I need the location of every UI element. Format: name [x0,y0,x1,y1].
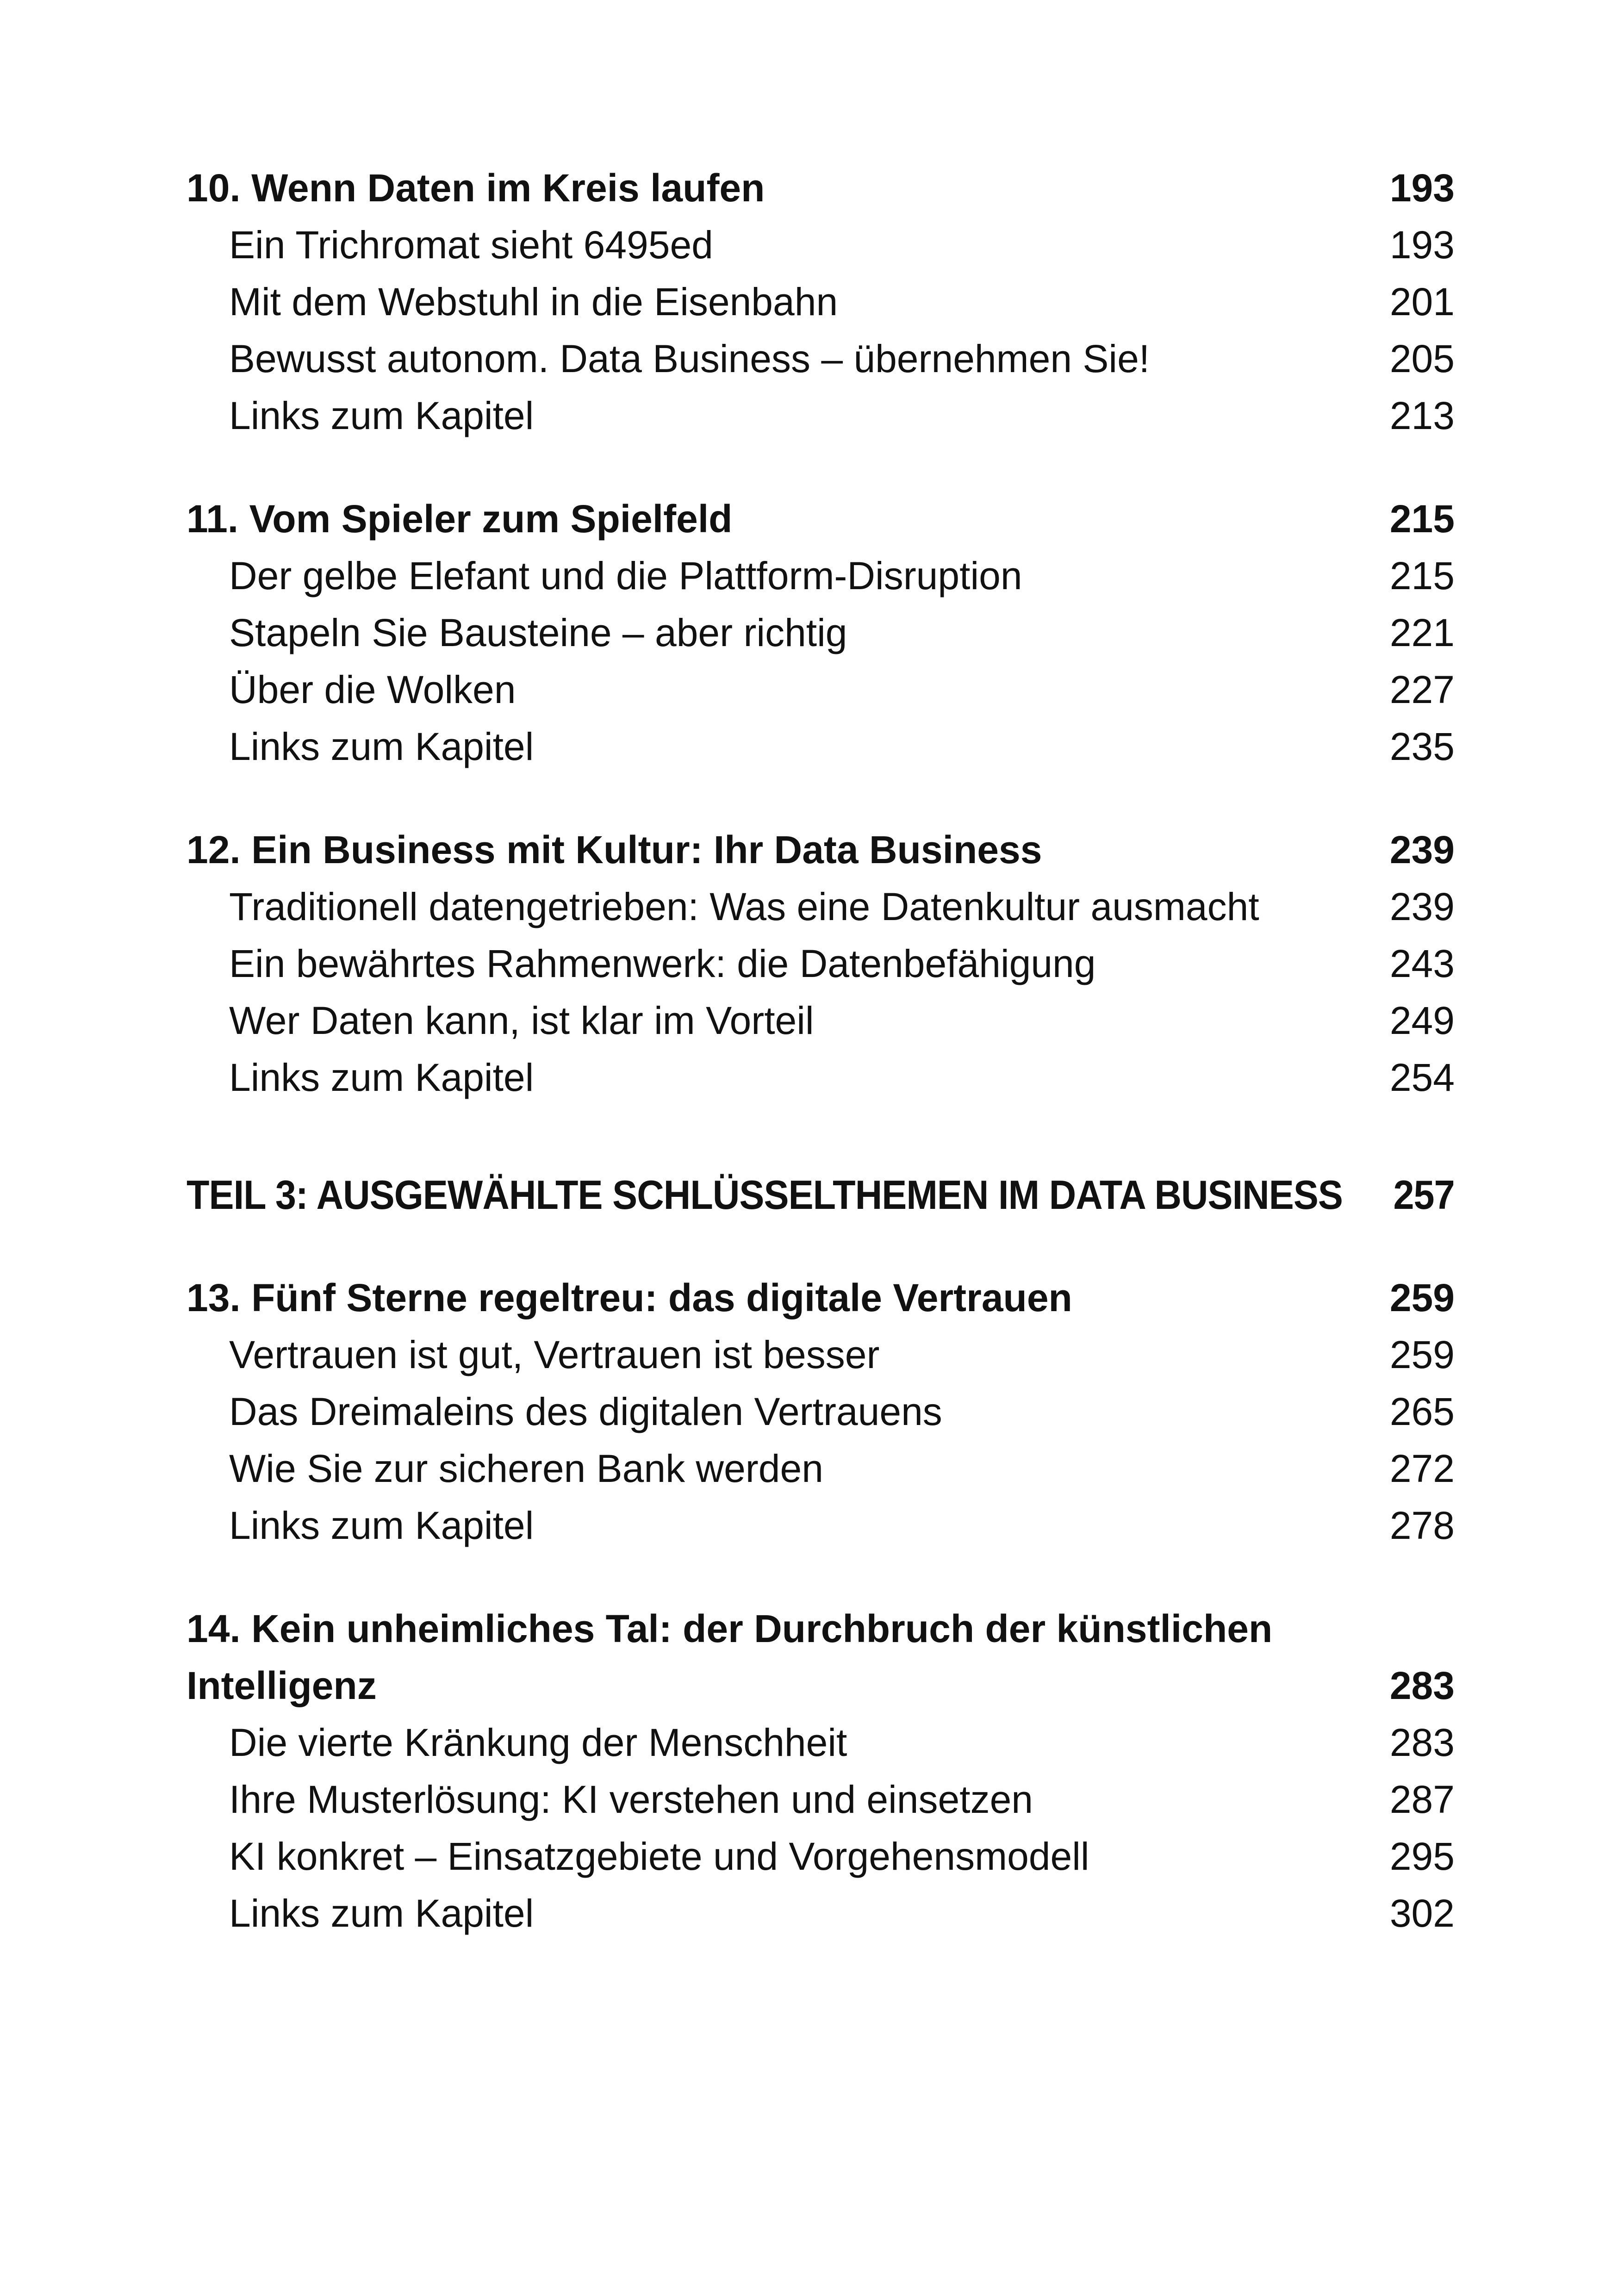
section-row[interactable] [187,274,1455,330]
section-page-number: 287 [1389,1778,1455,1821]
chapter-page-number: 193 [1389,166,1455,210]
section-page-number: 283 [1389,1721,1455,1764]
section-title: Über die Wolken [229,668,516,711]
section-row[interactable] [187,718,1455,775]
section-row[interactable] [187,661,1455,718]
chapter-title: 11. Vom Spieler zum Spielfeld [187,497,733,541]
chapter-page-number: 215 [1389,497,1455,541]
section-page-number: 249 [1389,999,1455,1042]
chapter-14-title-line-1[interactable]: 14. Kein unheimliches Tal: der Durchbruch der künstlichen [187,1607,1273,1650]
chapter-page-number: 283 [1389,1664,1455,1707]
section-page-number: 265 [1389,1390,1455,1433]
section-page-number: 239 [1389,885,1455,928]
section-row[interactable] [187,1383,1455,1440]
section-row[interactable] [187,387,1455,444]
section-title: Links zum Kapitel [229,1892,534,1935]
chapter-10-row[interactable] [187,160,1455,217]
section-title: Ein bewährtes Rahmenwerk: die Datenbefähigung [229,942,1096,985]
section-row[interactable] [187,1440,1455,1497]
section-row[interactable] [187,330,1455,387]
section-title: Links zum Kapitel [229,1056,534,1099]
part-page-number: 257 [1393,1172,1455,1218]
section-row[interactable] [187,992,1455,1049]
section-page-number: 215 [1389,554,1455,597]
chapter-page-number: 259 [1389,1276,1455,1319]
section-row[interactable] [187,878,1455,935]
section-page-number: 254 [1389,1056,1455,1099]
section-row[interactable] [187,1885,1455,1942]
section-row[interactable] [187,217,1455,274]
section-page-number: 201 [1389,280,1455,324]
section-title: Die vierte Kränkung der Menschheit [229,1721,847,1764]
section-title: Links zum Kapitel [229,725,534,768]
chapter-13-row[interactable] [187,1269,1455,1326]
section-page-number: 235 [1389,725,1455,768]
section-row[interactable] [187,1714,1455,1771]
section-page-number: 193 [1389,223,1455,267]
chapter-11-row[interactable] [187,491,1455,548]
section-page-number: 272 [1389,1447,1455,1490]
section-row[interactable] [187,548,1455,604]
section-title: Wer Daten kann, ist klar im Vorteil [229,999,814,1042]
section-title: Links zum Kapitel [229,394,534,437]
section-title: Bewusst autonom. Data Business – übernehmen Sie! [229,337,1150,380]
section-page-number: 243 [1389,942,1455,985]
chapter-14-row[interactable] [187,1657,1455,1714]
spacer [187,1554,1455,1600]
section-row[interactable] [187,935,1455,992]
section-row[interactable] [187,1497,1455,1554]
section-row[interactable] [187,1828,1455,1885]
section-title: Links zum Kapitel [229,1504,534,1547]
section-title: Stapeln Sie Bausteine – aber richtig [229,611,847,654]
table-of-contents [187,160,1455,1942]
section-page-number: 227 [1389,668,1455,711]
section-title: Ihre Musterlösung: KI verstehen und einsetzen [229,1778,1033,1821]
section-title: Das Dreimaleins des digitalen Vertrauens [229,1390,942,1433]
section-row[interactable] [187,1049,1455,1106]
part-title: TEIL 3: AUSGEWÄHLTE SCHLÜSSELTHEMEN IM DATA BUSINESS [187,1172,1343,1218]
section-page-number: 302 [1389,1892,1455,1935]
spacer [187,775,1455,821]
section-title: Wie Sie zur sicheren Bank werden [229,1447,823,1490]
section-page-number: 213 [1389,394,1455,437]
section-title: Der gelbe Elefant und die Plattform-Disruption [229,554,1022,597]
chapter-12-row[interactable] [187,821,1455,878]
chapter-title: 13. Fünf Sterne regeltreu: das digitale Vertrauen [187,1276,1072,1319]
section-row[interactable] [187,604,1455,661]
spacer [187,1106,1455,1166]
section-title: Traditionell datengetrieben: Was eine Datenkultur ausmacht [229,885,1259,928]
section-page-number: 221 [1389,611,1455,654]
section-row[interactable] [187,1326,1455,1383]
section-title: Vertrauen ist gut, Vertrauen ist besser [229,1333,880,1376]
spacer [187,444,1455,491]
spacer [187,1223,1455,1269]
section-page-number: 295 [1389,1835,1455,1878]
chapter-title: 12. Ein Business mit Kultur: Ihr Data Business [187,828,1042,871]
chapter-title: 10. Wenn Daten im Kreis laufen [187,166,765,210]
section-page-number: 278 [1389,1504,1455,1547]
section-title: Mit dem Webstuhl in die Eisenbahn [229,280,838,324]
section-title: KI konkret – Einsatzgebiete und Vorgehensmodell [229,1835,1089,1878]
chapter-page-number: 239 [1389,828,1455,871]
section-page-number: 259 [1389,1333,1455,1376]
section-row[interactable] [187,1771,1455,1828]
section-title: Ein Trichromat sieht 6495ed [229,223,713,267]
chapter-title-line-2: Intelligenz [187,1664,377,1707]
section-page-number: 205 [1389,337,1455,380]
part-3-heading-row[interactable] [187,1166,1455,1223]
